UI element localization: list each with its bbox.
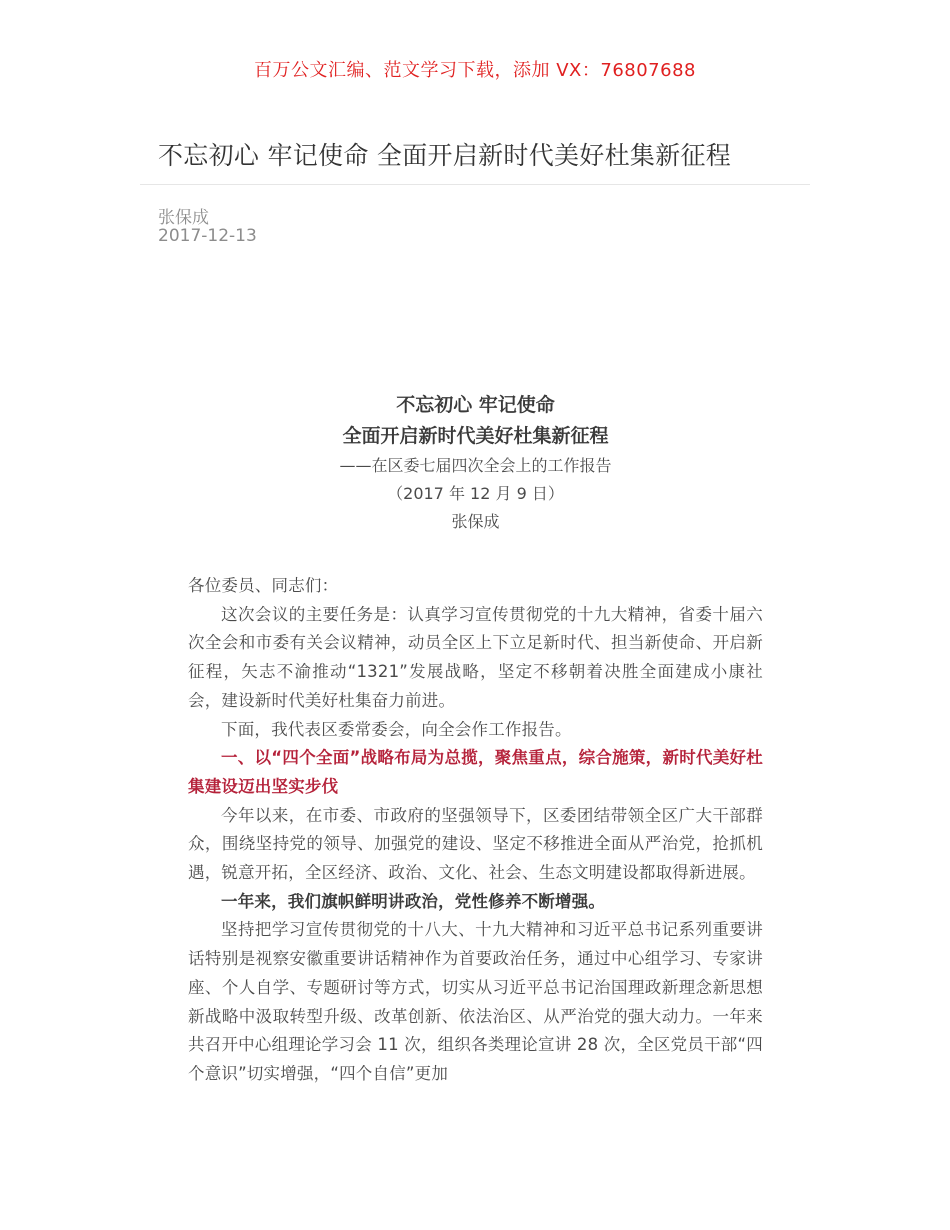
- doc-title-line2: 全面开启新时代美好杜集新征程: [342, 425, 609, 447]
- paragraph-intro: 这次会议的主要任务是：认真学习宣传贯彻党的十九大精神，省委十届六次全会和市委有关会议精神，动员全区上下立足新时代、担当新使命、开启新征程，矢志不渝推动“1321”发展战略，坚定不移朝着决胜全面建成小康社会，建设新时代美好杜集奋力前进。: [188, 604, 763, 710]
- paragraph-politics: 坚持把学习宣传贯彻党的十八大、十九大精神和习近平总书记系列重要讲话特别是视察安徽重要讲话精神作为首要政治任务，通过中心组学习、专家讲座、个人自学、专题研讨等方式，切实从习近平总书记治国理政新理念新思想新战略中汲取转型升级、改革创新、依法治区、从严治党的强大动力。一年来共召开中心组理论学习会 11 次，组织各类理论宣讲 28 次，全区党员干部“四个意识”切实增强，“四个自信”更加: [188, 920, 763, 1083]
- doc-title-line1: 不忘初心 牢记使命: [396, 394, 555, 416]
- page-title: 不忘初心 牢记使命 全面开启新时代美好杜集新征程: [158, 141, 732, 170]
- doc-subtitle: ——在区委七届四次全会上的工作报告: [339, 456, 612, 475]
- article-author: 张保成: [158, 208, 209, 228]
- promo-banner: 百万公文汇编、范文学习下载，添加 VX：76807688: [254, 60, 696, 81]
- article-date: 2017-12-13: [158, 226, 257, 246]
- subheading-politics: 一年来，我们旗帜鲜明讲政治，党性修养不断增强。: [221, 891, 606, 911]
- salutation: 各位委员、同志们：: [188, 576, 339, 595]
- section-heading-1: 一、以“四个全面”战略布局为总揽，聚焦重点，综合施策，新时代美好杜集建设迈出坚实步伐: [188, 748, 763, 796]
- paragraph-report-intro: 下面，我代表区委常委会，向全会作工作报告。: [221, 719, 572, 739]
- document-body: [188, 390, 763, 1089]
- title-divider: [140, 184, 810, 185]
- paragraph-overview: 今年以来，在市委、市政府的坚强领导下，区委团结带领全区广大干部群众，围绕坚持党的领导、加强党的建设、坚定不移推进全面从严治党，抢抓机遇，锐意开拓，全区经济、政治、文化、社会、生态文明建设都取得新进展。: [188, 805, 763, 883]
- doc-date-line: （2017 年 12 月 9 日）: [387, 484, 564, 503]
- doc-author: 张保成: [451, 512, 500, 531]
